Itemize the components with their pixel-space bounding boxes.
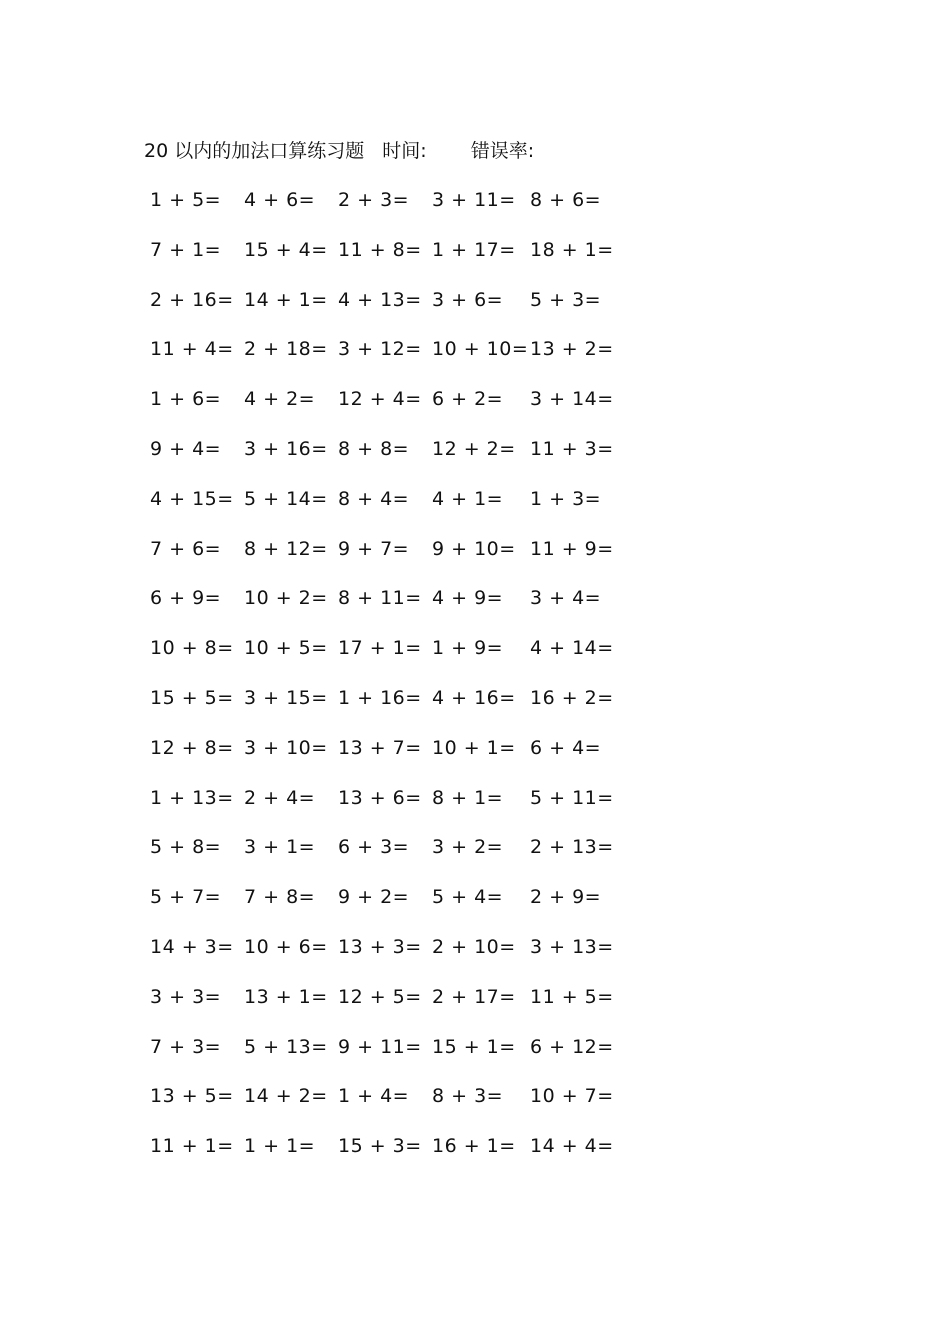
addition-problem: 2 + 18= bbox=[244, 338, 328, 361]
problem-row bbox=[0, 235, 950, 265]
addition-problem: 7 + 6= bbox=[150, 537, 222, 560]
addition-problem: 2 + 17= bbox=[432, 985, 516, 1008]
addition-problem: 8 + 1= bbox=[432, 786, 504, 809]
addition-problem: 1 + 5= bbox=[150, 189, 222, 211]
addition-problem: 7 + 3= bbox=[150, 1035, 222, 1058]
addition-problem: 14 + 3= bbox=[150, 936, 234, 958]
addition-problem: 16 + 2= bbox=[530, 687, 614, 709]
addition-problem: 7 + 1= bbox=[150, 238, 222, 261]
addition-problem: 3 + 1= bbox=[244, 836, 316, 859]
addition-problem: 3 + 3= bbox=[150, 985, 222, 1008]
addition-problem: 7 + 8= bbox=[244, 886, 316, 909]
problem-row bbox=[0, 1032, 950, 1062]
addition-problem: 15 + 1= bbox=[432, 1035, 516, 1058]
problem-row bbox=[0, 982, 950, 1012]
addition-problem: 16 + 1= bbox=[432, 1135, 516, 1158]
addition-problem: 14 + 2= bbox=[244, 1085, 328, 1108]
addition-problem: 9 + 10= bbox=[432, 537, 516, 560]
problem-row bbox=[0, 733, 950, 763]
addition-problem: 12 + 8= bbox=[150, 736, 234, 759]
addition-problem: 8 + 4= bbox=[338, 487, 410, 510]
problem-row bbox=[0, 384, 950, 414]
addition-problem: 2 + 9= bbox=[530, 886, 602, 909]
addition-problem: 4 + 1= bbox=[432, 487, 504, 510]
addition-problem: 3 + 12= bbox=[338, 338, 422, 361]
addition-problem: 2 + 16= bbox=[150, 288, 234, 311]
addition-problem: 18 + 1= bbox=[530, 238, 614, 261]
addition-problem: 6 + 9= bbox=[150, 587, 222, 610]
addition-problem: 1 + 1= bbox=[244, 1135, 316, 1158]
addition-problem: 3 + 11= bbox=[432, 189, 516, 211]
problem-row bbox=[0, 1131, 950, 1161]
addition-problem: 8 + 6= bbox=[530, 189, 602, 211]
addition-problem: 10 + 5= bbox=[244, 637, 328, 660]
addition-problem: 13 + 7= bbox=[338, 736, 422, 759]
problem-row bbox=[0, 285, 950, 315]
addition-problem: 1 + 16= bbox=[338, 687, 422, 709]
problem-row bbox=[0, 334, 950, 364]
addition-problem: 8 + 12= bbox=[244, 537, 328, 560]
addition-problem: 6 + 12= bbox=[530, 1035, 614, 1058]
addition-problem: 6 + 2= bbox=[432, 388, 504, 411]
addition-problem: 11 + 8= bbox=[338, 238, 422, 261]
addition-problem: 9 + 2= bbox=[338, 886, 410, 909]
addition-problem: 10 + 8= bbox=[150, 637, 234, 660]
addition-problem: 11 + 1= bbox=[150, 1135, 234, 1158]
addition-problem: 14 + 1= bbox=[244, 288, 328, 311]
addition-problem: 1 + 6= bbox=[150, 388, 222, 411]
addition-problem: 9 + 4= bbox=[150, 438, 222, 460]
addition-problem: 15 + 4= bbox=[244, 238, 328, 261]
addition-problem: 3 + 14= bbox=[530, 388, 614, 411]
addition-problem: 15 + 5= bbox=[150, 687, 234, 709]
problem-row bbox=[0, 534, 950, 564]
problem-row bbox=[0, 683, 950, 713]
addition-problem: 2 + 3= bbox=[338, 189, 410, 211]
addition-problem: 5 + 8= bbox=[150, 836, 222, 859]
addition-problem: 5 + 13= bbox=[244, 1035, 328, 1058]
problem-row bbox=[0, 484, 950, 514]
problem-row bbox=[0, 932, 950, 962]
addition-problem: 10 + 6= bbox=[244, 936, 328, 958]
addition-problem: 10 + 7= bbox=[530, 1085, 614, 1108]
time-label: 时间: bbox=[382, 140, 427, 162]
addition-problem: 9 + 7= bbox=[338, 537, 410, 560]
addition-problem: 5 + 11= bbox=[530, 786, 614, 809]
addition-problem: 9 + 11= bbox=[338, 1035, 422, 1058]
problem-row bbox=[0, 1081, 950, 1111]
addition-problem: 12 + 2= bbox=[432, 438, 516, 460]
addition-problem: 3 + 16= bbox=[244, 438, 328, 460]
addition-problem: 10 + 10= bbox=[432, 338, 529, 361]
addition-problem: 13 + 3= bbox=[338, 936, 422, 958]
addition-problem: 3 + 4= bbox=[530, 587, 602, 610]
addition-problem: 4 + 13= bbox=[338, 288, 422, 311]
addition-problem: 11 + 5= bbox=[530, 985, 614, 1008]
addition-problem: 5 + 7= bbox=[150, 886, 222, 909]
addition-problem: 4 + 16= bbox=[432, 687, 516, 709]
addition-problem: 5 + 4= bbox=[432, 886, 504, 909]
problem-row bbox=[0, 583, 950, 613]
addition-problem: 3 + 2= bbox=[432, 836, 504, 859]
addition-problem: 5 + 14= bbox=[244, 487, 328, 510]
addition-problem: 4 + 6= bbox=[244, 189, 316, 211]
addition-problem: 4 + 2= bbox=[244, 388, 316, 411]
addition-problem: 13 + 6= bbox=[338, 786, 422, 809]
addition-problem: 1 + 9= bbox=[432, 637, 504, 660]
problem-row bbox=[0, 832, 950, 862]
addition-problem: 5 + 3= bbox=[530, 288, 602, 311]
addition-problem: 11 + 9= bbox=[530, 537, 614, 560]
addition-problem: 3 + 10= bbox=[244, 736, 328, 759]
addition-problem: 14 + 4= bbox=[530, 1135, 614, 1158]
worksheet-title: 20 以内的加法口算练习题 bbox=[144, 140, 365, 162]
addition-problem: 2 + 13= bbox=[530, 836, 614, 859]
addition-problem: 10 + 2= bbox=[244, 587, 328, 610]
addition-problem: 8 + 11= bbox=[338, 587, 422, 610]
addition-problem: 8 + 8= bbox=[338, 438, 410, 460]
problem-row bbox=[0, 434, 950, 464]
addition-problem: 10 + 1= bbox=[432, 736, 516, 759]
addition-problem: 11 + 4= bbox=[150, 338, 234, 361]
problem-row bbox=[0, 185, 950, 215]
addition-problem: 6 + 4= bbox=[530, 736, 602, 759]
addition-problem: 3 + 6= bbox=[432, 288, 504, 311]
addition-problem: 12 + 4= bbox=[338, 388, 422, 411]
addition-problem: 4 + 14= bbox=[530, 637, 614, 660]
addition-problem: 1 + 4= bbox=[338, 1085, 410, 1108]
addition-problem: 1 + 17= bbox=[432, 238, 516, 261]
addition-problem: 3 + 13= bbox=[530, 936, 614, 958]
addition-problem: 4 + 15= bbox=[150, 487, 234, 510]
error-rate-label: 错误率: bbox=[470, 140, 535, 162]
addition-problem: 12 + 5= bbox=[338, 985, 422, 1008]
addition-problem: 13 + 2= bbox=[530, 338, 614, 361]
addition-problem: 11 + 3= bbox=[530, 438, 614, 460]
addition-problem: 8 + 3= bbox=[432, 1085, 504, 1108]
addition-problem: 2 + 4= bbox=[244, 786, 316, 809]
addition-problem: 1 + 13= bbox=[150, 786, 234, 809]
addition-problem: 13 + 5= bbox=[150, 1085, 234, 1108]
problem-row bbox=[0, 882, 950, 912]
addition-problem: 3 + 15= bbox=[244, 687, 328, 709]
problem-row bbox=[0, 783, 950, 813]
addition-problem: 2 + 10= bbox=[432, 936, 516, 958]
addition-problem: 1 + 3= bbox=[530, 487, 602, 510]
addition-problem: 17 + 1= bbox=[338, 637, 422, 660]
addition-problem: 15 + 3= bbox=[338, 1135, 422, 1158]
addition-problem: 6 + 3= bbox=[338, 836, 410, 859]
addition-problem: 13 + 1= bbox=[244, 985, 328, 1008]
addition-problem: 4 + 9= bbox=[432, 587, 504, 610]
problem-row bbox=[0, 633, 950, 663]
